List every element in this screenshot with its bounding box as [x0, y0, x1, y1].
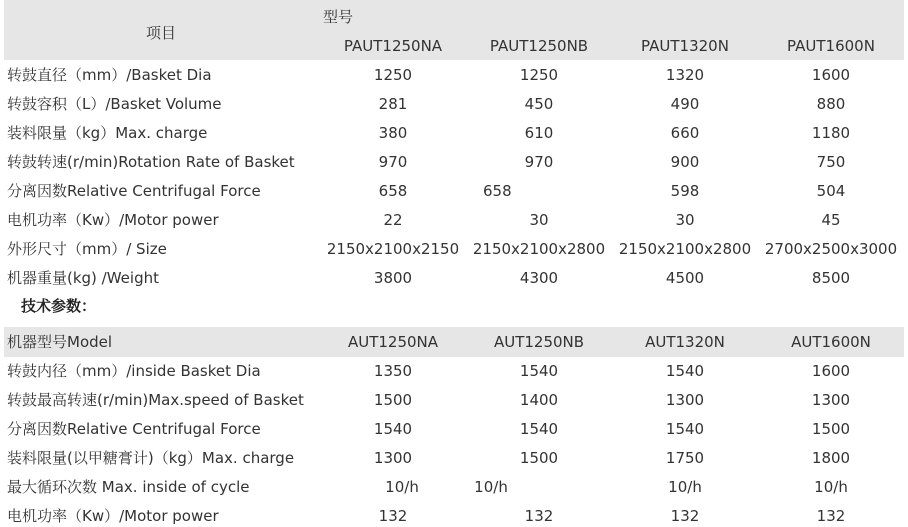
cell-value: 1250 — [519, 66, 559, 84]
cell-value: 1180 — [811, 124, 851, 142]
cell-value: 450 — [524, 95, 554, 113]
cell-value: 1300 — [811, 391, 851, 409]
cell-value: 1750 — [665, 449, 705, 467]
cell-value: 45 — [821, 211, 841, 229]
cell-value: 658 — [483, 182, 512, 200]
model-name: PAUT1250NB — [489, 37, 589, 55]
cell-value: 8500 — [811, 269, 851, 287]
cell-value: 1500 — [811, 420, 851, 438]
cell-value: 281 — [378, 95, 408, 113]
section-title: 技术参数： — [21, 297, 97, 315]
model-name: AUT1250NA — [347, 333, 439, 351]
row-label: 转鼓最高转速(r/min)Max.speed of Basket — [7, 391, 304, 409]
cell-value: 1350 — [373, 362, 413, 380]
cell-value: 490 — [670, 95, 700, 113]
cell-value: 132 — [524, 507, 554, 525]
cell-value: 1540 — [519, 362, 559, 380]
cell-value: 610 — [524, 124, 554, 142]
row-label: 电机功率（Kw）/Motor power — [7, 507, 219, 525]
row-label: 外形尺寸（mm）/ Size — [7, 240, 167, 258]
cell-value: 22 — [383, 211, 403, 229]
cell-value: 900 — [670, 153, 700, 171]
cell-value: 1300 — [665, 391, 705, 409]
cell-value: 1600 — [811, 362, 851, 380]
cell-value: 598 — [670, 182, 700, 200]
cell-value: 1540 — [519, 420, 559, 438]
model-name: PAUT1600N — [787, 37, 875, 55]
header-band — [4, 0, 904, 60]
model-name: PAUT1250NA — [343, 37, 443, 55]
cell-value: 1500 — [519, 449, 559, 467]
header-band — [4, 327, 904, 357]
row-label: 电机功率（Kw）/Motor power — [7, 211, 219, 229]
cell-value: 10/h — [474, 478, 508, 496]
cell-value: 132 — [816, 507, 846, 525]
cell-value: 4300 — [519, 269, 559, 287]
cell-value: 4500 — [665, 269, 705, 287]
cell-value: 1540 — [373, 420, 413, 438]
model-header: 型号 — [322, 8, 354, 26]
cell-value: 970 — [378, 153, 408, 171]
cell-value: 2700x2500x3000 — [764, 240, 898, 258]
row-label: 装料限量(以甲糖膏计)（kg）Max. charge — [7, 449, 295, 467]
item-header: 项目 — [145, 24, 177, 42]
cell-value: 10/h — [385, 478, 419, 496]
row-label: 装料限量（kg）Max. charge — [7, 124, 208, 142]
cell-value: 3800 — [373, 269, 413, 287]
cell-value: 30 — [529, 211, 549, 229]
row-label: 分离因数Relative Centrifugal Force — [7, 182, 261, 200]
cell-value: 750 — [816, 153, 846, 171]
cell-value: 1800 — [811, 449, 851, 467]
row-label: 最大循环次数 Max. inside of cycle — [7, 478, 250, 496]
cell-value: 1250 — [373, 66, 413, 84]
cell-value: 660 — [670, 124, 700, 142]
cell-value: 1540 — [665, 362, 705, 380]
cell-value: 880 — [816, 95, 846, 113]
cell-value: 10/h — [668, 478, 702, 496]
model-name: AUT1250NB — [493, 333, 585, 351]
cell-value: 1300 — [373, 449, 413, 467]
cell-value: 132 — [670, 507, 700, 525]
row-label: 分离因数Relative Centrifugal Force — [7, 420, 261, 438]
model-name: AUT1320N — [645, 333, 725, 351]
model-name: PAUT1320N — [641, 37, 729, 55]
cell-value: 1320 — [665, 66, 705, 84]
cell-value: 1600 — [811, 66, 851, 84]
model-name: AUT1600N — [791, 333, 871, 351]
cell-value: 970 — [524, 153, 554, 171]
cell-value: 2150x2100x2150 — [326, 240, 460, 258]
cell-value: 1400 — [519, 391, 559, 409]
cell-value: 380 — [378, 124, 408, 142]
cell-value: 10/h — [814, 478, 848, 496]
model-header: 机器型号Model — [7, 333, 113, 351]
cell-value: 1500 — [373, 391, 413, 409]
cell-value: 658 — [378, 182, 408, 200]
cell-value: 2150x2100x2800 — [618, 240, 752, 258]
row-label: 转鼓容积（L）/Basket Volume — [7, 95, 222, 113]
cell-value: 2150x2100x2800 — [472, 240, 606, 258]
cell-value: 504 — [816, 182, 846, 200]
cell-value: 30 — [675, 211, 695, 229]
row-label: 机器重量(kg) /Weight — [7, 269, 159, 287]
row-label: 转鼓直径（mm）/Basket Dia — [7, 66, 212, 84]
row-label: 转鼓内径（mm）/inside Basket Dia — [7, 362, 261, 380]
cell-value: 132 — [378, 507, 408, 525]
cell-value: 1540 — [665, 420, 705, 438]
row-label: 转鼓转速(r/min)Rotation Rate of Basket — [7, 153, 295, 171]
